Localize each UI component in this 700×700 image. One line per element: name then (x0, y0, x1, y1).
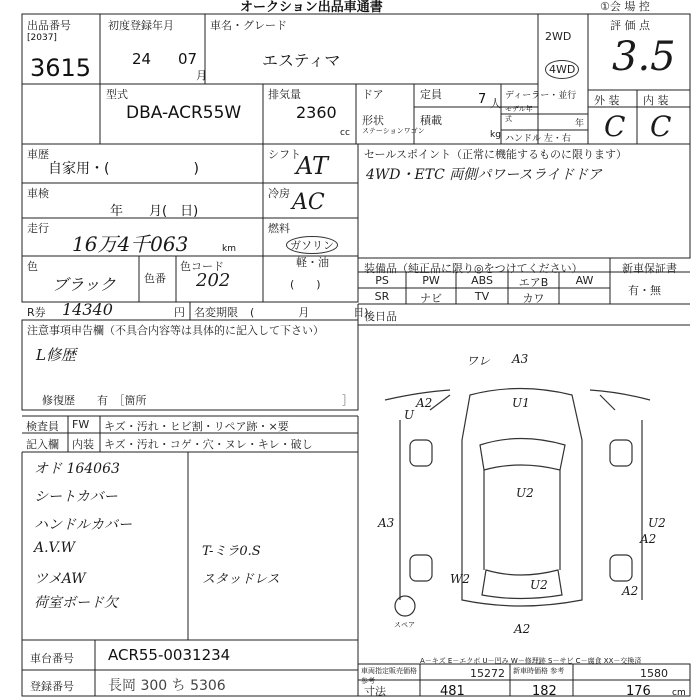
owner-label: 名変期限 (194, 306, 238, 319)
diagram-mark-a2-right: A2 (640, 532, 657, 546)
diagram-mark-hood: U1 (512, 396, 530, 410)
drive-4wd: 4WD (545, 60, 579, 79)
check-row1-code: FW (72, 418, 90, 431)
dim-unit: cm (672, 688, 686, 698)
notes-label: 注意事項申告欄（不具合内容等は具体的に記入して下さい） (27, 324, 324, 337)
mileage-unit: km (222, 244, 236, 254)
check-row2-code: 内装 (72, 438, 94, 451)
model-year-unit: 年 (575, 119, 585, 129)
inspection-label: 車検 (27, 187, 49, 200)
load-label: 積載 (420, 114, 442, 127)
shape-sub: ステーションワゴン (362, 127, 425, 135)
inspection-value: 年 月( 日) (110, 204, 199, 219)
equip-airbag: エアB (518, 276, 549, 289)
check-row2-items: キズ・汚れ・コゲ・穴・ヌレ・キレ・破し (104, 438, 313, 451)
owner-value: ( 月 日) (250, 306, 369, 319)
check-row2-head: 記入欄 (26, 438, 59, 451)
int-label: 内 装 (643, 94, 669, 107)
int-grade: C (650, 110, 672, 143)
reg-year: 24 (132, 50, 152, 68)
diagram-mark-a2-rear-right: A2 (622, 584, 639, 598)
dims-label: 寸法 (364, 685, 386, 698)
venue-label: ①会 場 控 (600, 0, 650, 13)
diagram-mark-u2-right: U2 (648, 516, 666, 530)
ac-label: 冷房 (268, 187, 290, 200)
plate-label: 登録番号 (30, 680, 74, 693)
repair-close: ］ (342, 394, 353, 407)
dim-height: 176 (626, 684, 651, 699)
reg-month-unit: 月 (196, 69, 207, 82)
equip-leather: カワ (522, 292, 545, 305)
lot-number: 3615 (30, 54, 92, 82)
equip-abs: ABS (471, 274, 493, 287)
displacement-value: 2360 (296, 103, 337, 122)
equip-pw: PW (422, 274, 440, 287)
remark-3: ハンドルカバー (34, 517, 132, 533)
ac-value: AC (292, 190, 325, 215)
drive-2wd: 2WD (545, 30, 572, 43)
diagram-mark-rear: A2 (514, 622, 531, 636)
fuel-petrol: ガソリン (286, 236, 338, 254)
lot-label: 出品番号 (27, 19, 71, 32)
dim-width: 182 (532, 684, 557, 699)
shape-label: 形状 (362, 114, 384, 127)
shift-label: シフト (268, 148, 301, 161)
after-label: 後日品 (364, 310, 397, 323)
usage-label: 車歴 (27, 148, 49, 161)
recycle-unit: 円 (174, 306, 185, 319)
equip-navi: ナビ (420, 292, 442, 305)
remark-right-1: T-ミラ0.S (202, 544, 261, 559)
mileage-value: 16万4千063 (72, 232, 189, 256)
diagram-mark-front: A3 (512, 352, 529, 366)
score-label: 評 価 点 (610, 19, 650, 32)
diagram-mark-tail: U2 (530, 578, 548, 592)
name-label: 車名・グレード (210, 19, 287, 32)
equip-ps: PS (375, 274, 389, 287)
capacity-unit: 人 (490, 97, 501, 110)
color-code-value: 202 (196, 270, 231, 291)
diagram-mark-w2: W2 (450, 572, 470, 586)
diagram-mark-a3-side: A3 (378, 516, 395, 530)
displacement-unit: cc (340, 128, 350, 138)
ext-grade: C (604, 110, 626, 143)
score-value: 3.5 (612, 34, 676, 80)
equip-sr: SR (374, 290, 390, 303)
car-name: エスティマ (262, 51, 341, 70)
equip-tv: TV (474, 290, 490, 303)
shift-value: AT (296, 152, 329, 180)
model-label: 型式 (106, 88, 128, 101)
price-label: 車両指定販売価格 参考 (361, 667, 417, 685)
diagram-mark-u-left: U (404, 408, 415, 422)
fuel-paren: ( ) (290, 278, 321, 291)
equip-label: 装備品（純正品に限り◎をつけてください） (364, 262, 583, 275)
handle-label: ハンドル 左・右 (505, 134, 571, 144)
color-num-label: 色番 (144, 272, 166, 285)
recycle-label: R券 (27, 306, 46, 319)
lot-sub: [2037] (27, 33, 57, 43)
new-price-value: 1580 (640, 667, 668, 680)
notes-value: L修歴 (36, 346, 76, 364)
spare-label: スペア (394, 621, 415, 629)
dim-length: 481 (440, 684, 465, 699)
form-title: オークション出品車通書 (240, 0, 383, 15)
remark-1: オド 164063 (34, 461, 120, 477)
repair-label: 修復歴 有 ［箇所 (42, 394, 147, 407)
diagram-mark-crack: ワレ (466, 354, 491, 368)
car-diagram-outline (385, 389, 650, 617)
plate-value: 長岡 300 ち 5306 (108, 678, 226, 694)
damage-legend: A－キズ E－エクボ U－凹み W－修理跡 S－サビ C－腐食 XX－交換済 (420, 657, 642, 665)
tax-value: 有・無 (628, 284, 661, 297)
fuel-other: 軽・油 (296, 256, 329, 269)
dealer-label: ディーラー・並行 (505, 91, 577, 101)
check-row1-head: 検査員 (26, 420, 59, 433)
reg-label: 初度登録年月 (108, 19, 174, 32)
sales-value: 4WD・ETC 両側パワースライドドア (366, 167, 602, 183)
remark-2: シートカバー (34, 489, 118, 505)
tax-label: 新車保証書 (622, 262, 677, 275)
mileage-label: 走行 (27, 222, 49, 235)
model-code: DBA-ACR55W (126, 103, 242, 123)
diagram-mark-roof: U2 (516, 486, 534, 500)
door-label: ドア (362, 88, 384, 101)
recycle-value: 14340 (62, 300, 113, 319)
color-label: 色 (27, 260, 38, 273)
remark-6: 荷室ボード欠 (34, 595, 118, 611)
remark-4: A.V.W (34, 540, 76, 556)
color-value: ブラック (52, 275, 116, 294)
color-code-label: 色コード (180, 260, 224, 273)
remark-5: ツメAW (34, 571, 86, 587)
price-value: 15272 (470, 667, 505, 680)
remark-right-2: スタッドレス (202, 572, 280, 587)
chassis-value: ACR55-0031234 (108, 646, 231, 664)
fuel-label: 燃料 (268, 222, 290, 235)
displacement-label: 排気量 (268, 88, 301, 101)
ext-label: 外 装 (594, 94, 620, 107)
check-row1-items: キズ・汚れ・ヒビ割・リペア跡・×要 (104, 420, 289, 433)
load-unit: kg (490, 130, 501, 140)
diagram-mark-a2-left: A2 (416, 396, 433, 410)
usage-value: 自家用・( ) (48, 161, 199, 177)
capacity-value: 7 (478, 92, 487, 107)
chassis-label: 車台番号 (30, 652, 74, 665)
reg-month: 07 (178, 50, 198, 68)
equip-aw: AW (575, 274, 594, 287)
model-year-label: モデル年式 (505, 105, 533, 123)
capacity-label: 定員 (420, 88, 442, 101)
sales-label: セールスポイント（正常に機能するものに限ります） (364, 148, 628, 161)
new-price-label: 新車時価格 参考 (513, 667, 565, 675)
